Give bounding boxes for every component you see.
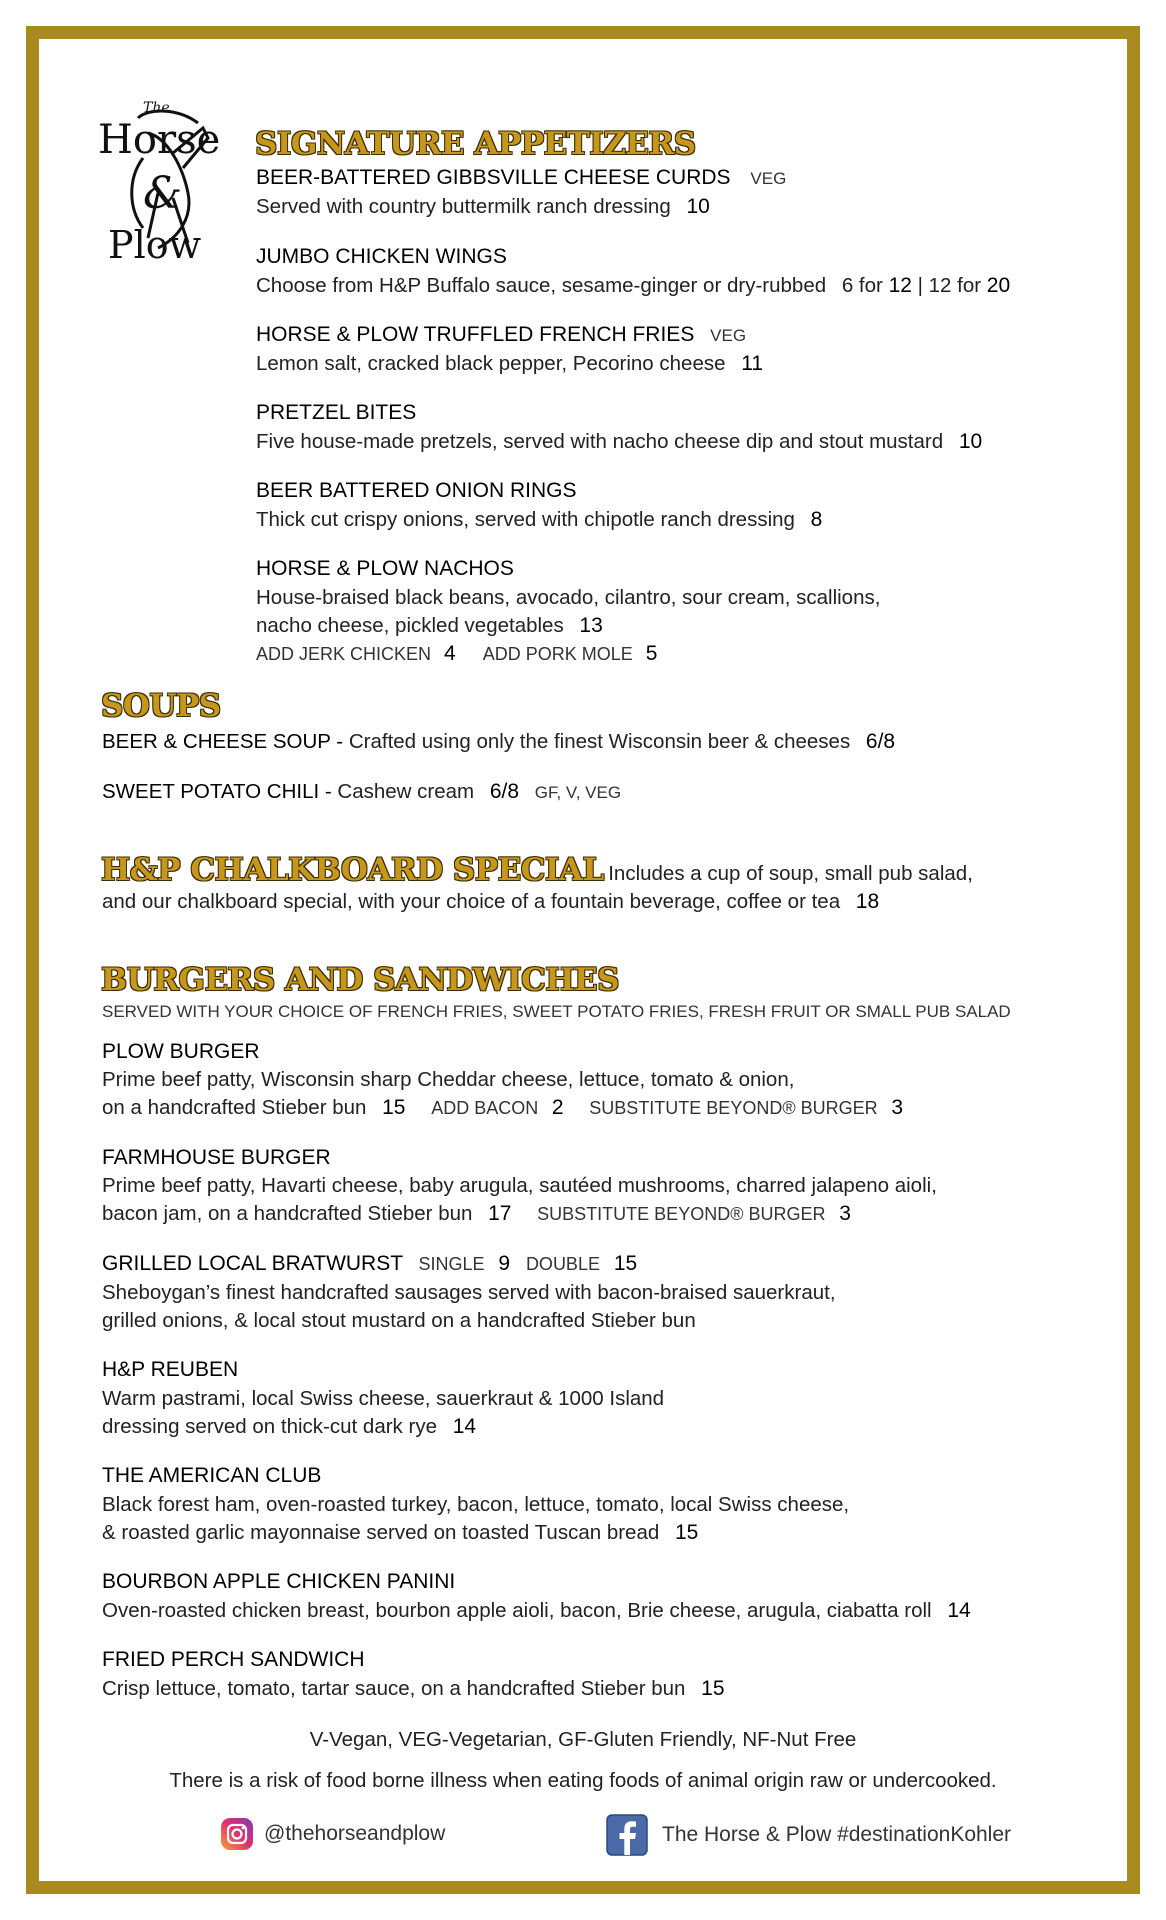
item-price: 20 xyxy=(986,274,1011,297)
logo-the: The xyxy=(143,100,170,116)
special-desc: and our chalkboard special, with your choice of a fountain beverage, coffee or tea 18 xyxy=(102,890,880,913)
item-price: 18 xyxy=(855,890,880,913)
item-desc: Prime beef patty, Havarti cheese, baby arugula, sautéed mushrooms, charred jalapeno aioli, xyxy=(102,1174,937,1197)
item-name: SWEET POTATO CHILI - xyxy=(102,780,332,803)
item-price: 15 xyxy=(674,1521,699,1544)
horse-and-plow-logo xyxy=(88,98,228,268)
item-price: 13 xyxy=(579,614,603,637)
item-addons: ADD JERK CHICKEN 4 ADD PORK MOLE 5 xyxy=(256,642,658,665)
item-price: 15 xyxy=(382,1096,406,1119)
item-price: 6/8 xyxy=(489,780,520,803)
item-price: 17 xyxy=(488,1202,512,1225)
item-desc: bacon jam, on a handcrafted Stieber bun 17 SUBSTITUTE BEYOND® BURGER 3 xyxy=(102,1202,851,1225)
logo-ampersand: & xyxy=(143,168,183,219)
soups-heading: SOUPS xyxy=(101,688,221,724)
item-name: BEER & CHEESE SOUP - xyxy=(102,730,344,753)
item-name: PRETZEL BITES xyxy=(256,401,417,424)
item-desc: grilled onions, & local stout mustard on a handcrafted Stieber bun xyxy=(102,1309,696,1332)
diet-tag: GF, V, VEG xyxy=(534,783,622,802)
item-desc: Black forest ham, oven-roasted turkey, bacon, lettuce, tomato, local Swiss cheese, xyxy=(102,1493,850,1516)
item-desc: Warm pastrami, local Swiss cheese, sauerkraut & 1000 Island xyxy=(102,1387,665,1410)
item-desc: House-braised black beans, avocado, cilantro, sour cream, scallions, xyxy=(256,586,881,609)
item-price: 10 xyxy=(958,430,983,453)
item-desc: on a handcrafted Stieber bun 15 ADD BACON 2 SUBSTITUTE BEYOND® BURGER 3 xyxy=(102,1096,903,1119)
logo-horse: Horse xyxy=(98,117,221,163)
item-name: BOURBON APPLE CHICKEN PANINI xyxy=(102,1570,456,1593)
item-price: 12 xyxy=(888,274,912,297)
item-price: 6/8 xyxy=(865,730,896,753)
soup-item: BEER & CHEESE SOUP - Crafted using only the finest Wisconsin beer & cheeses 6/8 xyxy=(102,730,896,753)
diet-legend: V-Vegan, VEG-Vegetarian, GF-Gluten Friendly, NF-Nut Free xyxy=(309,1728,857,1751)
item-desc: & roasted garlic mayonnaise served on toasted Tuscan bread 15 xyxy=(102,1521,699,1544)
diet-tag: VEG xyxy=(750,169,787,188)
burgers-subtitle: SERVED WITH YOUR CHOICE OF FRENCH FRIES, SWEET POTATO FRIES, FRESH FRUIT OR SMALL PUB SALAD xyxy=(102,1002,1011,1021)
instagram-icon xyxy=(220,1817,254,1851)
item-desc: Thick cut crispy onions, served with chipotle ranch dressing 8 xyxy=(256,508,823,531)
facebook-page: The Horse & Plow #destinationKohler xyxy=(662,1823,1012,1846)
item-name: PLOW BURGER xyxy=(102,1040,260,1063)
food-warning: There is a risk of food borne illness when eating foods of animal origin raw or undercooked. xyxy=(169,1769,997,1792)
item-desc: dressing served on thick-cut dark rye 14 xyxy=(102,1415,477,1438)
instagram-handle: @thehorseandplow xyxy=(264,1822,446,1845)
item-name: GRILLED LOCAL BRATWURST SINGLE 9 DOUBLE 15 xyxy=(102,1252,638,1275)
logo-plow: Plow xyxy=(108,223,202,267)
item-name: BEER-BATTERED GIBBSVILLE CHEESE CURDS VEG xyxy=(256,166,787,189)
item-desc: Oven-roasted chicken breast, bourbon apple aioli, bacon, Brie cheese, arugula, ciabatta roll 14 xyxy=(102,1599,971,1622)
item-desc: Crisp lettuce, tomato, tartar sauce, on a handcrafted Stieber bun 15 xyxy=(102,1677,725,1700)
item-name: HORSE & PLOW NACHOS xyxy=(256,557,514,580)
appetizers-heading: SIGNATURE APPETIZERS xyxy=(255,126,696,162)
facebook-icon xyxy=(606,1814,648,1856)
item-name: THE AMERICAN CLUB xyxy=(102,1464,322,1487)
item-desc: Prime beef patty, Wisconsin sharp Cheddar cheese, lettuce, tomato & onion, xyxy=(102,1068,795,1091)
instagram-link[interactable] xyxy=(220,1817,445,1851)
item-name: JUMBO CHICKEN WINGS xyxy=(256,245,507,268)
item-name: HORSE & PLOW TRUFFLED FRENCH FRIES VEG xyxy=(256,323,747,346)
item-name: BEER BATTERED ONION RINGS xyxy=(256,479,577,502)
item-price: 8 xyxy=(810,508,823,531)
item-desc: Lemon salt, cracked black pepper, Pecorino cheese 11 xyxy=(256,352,764,375)
item-desc: Served with country buttermilk ranch dressing 10 xyxy=(256,195,710,218)
item-price: 14 xyxy=(452,1415,477,1438)
special-line: H&P CHALKBOARD SPECIAL Includes a cup of soup, small pub salad, xyxy=(101,852,973,888)
item-desc: Sheboygan’s finest handcrafted sausages served with bacon-braised sauerkraut, xyxy=(102,1281,836,1304)
diet-tag: VEG xyxy=(710,326,747,345)
item-desc: nacho cheese, pickled vegetables 13 xyxy=(256,614,603,637)
item-desc: Choose from H&P Buffalo sauce, sesame-ginger or dry-rubbed 6 for 12 | 12 for 20 xyxy=(256,274,1011,297)
special-heading: H&P CHALKBOARD SPECIAL xyxy=(101,852,604,888)
item-name: FARMHOUSE BURGER xyxy=(102,1146,331,1169)
item-price: 15 xyxy=(701,1677,725,1700)
soup-item: SWEET POTATO CHILI - Cashew cream 6/8 GF, V, VEG xyxy=(102,780,622,803)
item-price: 10 xyxy=(686,195,710,218)
facebook-link[interactable] xyxy=(606,1814,1011,1856)
item-price: 14 xyxy=(947,1599,971,1622)
item-name: FRIED PERCH SANDWICH xyxy=(102,1648,365,1671)
item-desc: Five house-made pretzels, served with nacho cheese dip and stout mustard 10 xyxy=(256,430,983,453)
item-price: 11 xyxy=(741,352,764,375)
burgers-heading: BURGERS AND SANDWICHES xyxy=(101,962,620,998)
item-name: H&P REUBEN xyxy=(102,1358,239,1381)
